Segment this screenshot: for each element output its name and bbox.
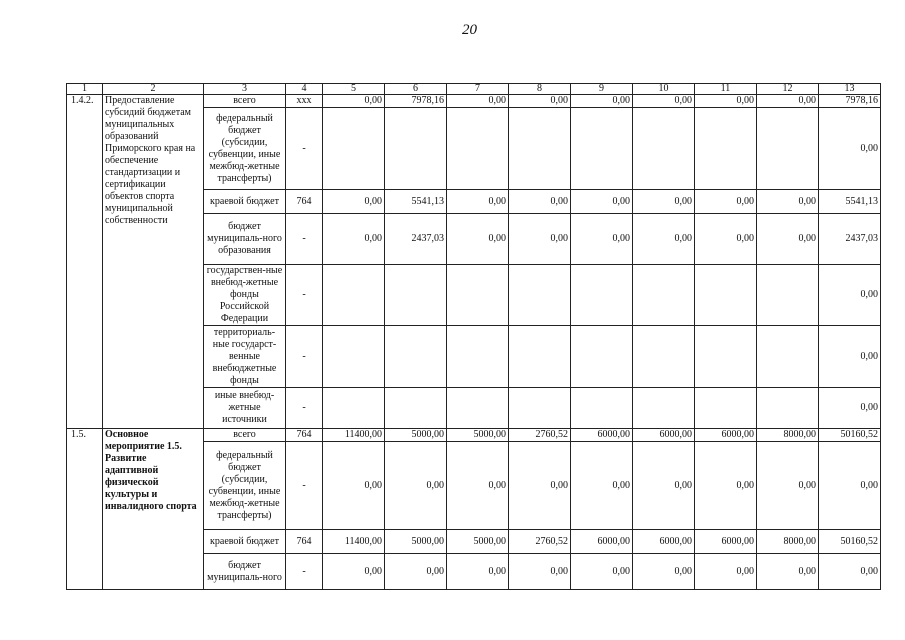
amount-cell: 0,00 [385, 442, 447, 530]
amount-cell [509, 265, 571, 326]
amount-cell: 0,00 [695, 95, 757, 108]
budget-code: 764 [286, 190, 323, 214]
amount-cell [447, 326, 509, 388]
column-header: 11 [695, 84, 757, 95]
amount-cell: 0,00 [757, 214, 819, 265]
amount-cell: 0,00 [447, 442, 509, 530]
amount-cell: 7978,16 [819, 95, 881, 108]
column-header: 10 [633, 84, 695, 95]
item-name: Основное мероприятие 1.5. Развитие адаптивной физической культуры и инвалидного спорта [103, 429, 204, 590]
amount-cell: 0,00 [509, 554, 571, 590]
amount-cell [447, 108, 509, 190]
amount-cell: 0,00 [571, 214, 633, 265]
amount-cell: 6000,00 [695, 429, 757, 442]
amount-cell [757, 388, 819, 429]
item-index: 1.4.2. [67, 95, 103, 429]
amount-cell: 8000,00 [757, 530, 819, 554]
budget-code: - [286, 214, 323, 265]
column-header: 3 [204, 84, 286, 95]
amount-cell: 0,00 [447, 554, 509, 590]
amount-cell: 0,00 [509, 190, 571, 214]
amount-cell: 0,00 [695, 214, 757, 265]
amount-cell [447, 388, 509, 429]
item-name: Предоставление субсидий бюджетам муниципальных образований Приморского края на обеспечение стандартизации и сертификации объектов спорта муниципальной собственности [103, 95, 204, 429]
amount-cell: 0,00 [571, 554, 633, 590]
funding-source: федеральный бюджет (субсидии, субвенции, иные межбюд-жетные трансферты) [204, 108, 286, 190]
amount-cell [695, 326, 757, 388]
amount-cell [571, 265, 633, 326]
amount-cell [509, 326, 571, 388]
funding-source: всего [204, 429, 286, 442]
amount-cell: 6000,00 [633, 530, 695, 554]
amount-cell [633, 388, 695, 429]
amount-cell: 8000,00 [757, 429, 819, 442]
budget-code: - [286, 388, 323, 429]
amount-cell: 0,00 [323, 214, 385, 265]
amount-cell: 0,00 [509, 442, 571, 530]
amount-cell: 0,00 [323, 554, 385, 590]
column-header: 2 [103, 84, 204, 95]
amount-cell: 0,00 [447, 190, 509, 214]
amount-cell: 0,00 [819, 442, 881, 530]
amount-cell [633, 326, 695, 388]
column-header: 6 [385, 84, 447, 95]
funding-source: федеральный бюджет (субсидии, субвенции, иные межбюд-жетные трансферты) [204, 442, 286, 530]
budget-code: 764 [286, 530, 323, 554]
amount-cell: 0,00 [447, 95, 509, 108]
funding-source: бюджет муниципаль-ного [204, 554, 286, 590]
amount-cell: 0,00 [633, 95, 695, 108]
amount-cell: 50160,52 [819, 530, 881, 554]
amount-cell [323, 265, 385, 326]
amount-cell: 0,00 [757, 554, 819, 590]
amount-cell [385, 326, 447, 388]
amount-cell [571, 326, 633, 388]
page-number: 20 [462, 22, 477, 38]
amount-cell: 0,00 [819, 326, 881, 388]
amount-cell: 0,00 [633, 214, 695, 265]
budget-code: xxx [286, 95, 323, 108]
amount-cell: 7978,16 [385, 95, 447, 108]
amount-cell [385, 108, 447, 190]
amount-cell: 5000,00 [385, 429, 447, 442]
amount-cell: 0,00 [323, 190, 385, 214]
amount-cell: 0,00 [323, 442, 385, 530]
amount-cell: 0,00 [819, 554, 881, 590]
amount-cell [633, 108, 695, 190]
amount-cell: 2437,03 [819, 214, 881, 265]
amount-cell [695, 388, 757, 429]
amount-cell: 0,00 [633, 442, 695, 530]
amount-cell: 0,00 [633, 554, 695, 590]
header-row [67, 84, 881, 95]
amount-cell [757, 326, 819, 388]
amount-cell [385, 388, 447, 429]
table-row [67, 429, 881, 442]
amount-cell [757, 108, 819, 190]
amount-cell: 0,00 [447, 214, 509, 265]
column-header: 8 [509, 84, 571, 95]
amount-cell: 0,00 [695, 554, 757, 590]
amount-cell: 0,00 [695, 190, 757, 214]
amount-cell: 0,00 [757, 190, 819, 214]
amount-cell: 0,00 [385, 554, 447, 590]
amount-cell: 2437,03 [385, 214, 447, 265]
amount-cell: 6000,00 [633, 429, 695, 442]
amount-cell [447, 265, 509, 326]
funding-source: территориаль-ные государст-венные внебюджетные фонды [204, 326, 286, 388]
budget-code: - [286, 554, 323, 590]
amount-cell: 0,00 [509, 214, 571, 265]
amount-cell: 6000,00 [695, 530, 757, 554]
funding-source: всего [204, 95, 286, 108]
amount-cell: 5541,13 [819, 190, 881, 214]
amount-cell: 2760,52 [509, 429, 571, 442]
amount-cell: 50160,52 [819, 429, 881, 442]
funding-source: краевой бюджет [204, 190, 286, 214]
amount-cell: 5000,00 [447, 429, 509, 442]
column-header: 4 [286, 84, 323, 95]
amount-cell: 11400,00 [323, 429, 385, 442]
table-row [67, 95, 881, 108]
amount-cell: 0,00 [695, 442, 757, 530]
budget-code: - [286, 265, 323, 326]
item-index: 1.5. [67, 429, 103, 590]
funding-source: краевой бюджет [204, 530, 286, 554]
budget-code: 764 [286, 429, 323, 442]
amount-cell: 0,00 [819, 265, 881, 326]
amount-cell: 0,00 [571, 442, 633, 530]
budget-table [66, 83, 881, 590]
amount-cell [633, 265, 695, 326]
amount-cell [509, 108, 571, 190]
amount-cell: 5541,13 [385, 190, 447, 214]
amount-cell: 0,00 [323, 95, 385, 108]
amount-cell [571, 388, 633, 429]
amount-cell: 5000,00 [447, 530, 509, 554]
budget-code: - [286, 442, 323, 530]
amount-cell [571, 108, 633, 190]
amount-cell [323, 326, 385, 388]
amount-cell: 5000,00 [385, 530, 447, 554]
column-header: 1 [67, 84, 103, 95]
amount-cell: 0,00 [819, 108, 881, 190]
amount-cell: 0,00 [633, 190, 695, 214]
amount-cell: 0,00 [571, 95, 633, 108]
funding-source: иные внебюд-жетные источники [204, 388, 286, 429]
amount-cell: 6000,00 [571, 429, 633, 442]
amount-cell [695, 265, 757, 326]
amount-cell: 0,00 [509, 95, 571, 108]
amount-cell: 0,00 [819, 388, 881, 429]
funding-source: государствен-ные внебюд-жетные фонды Российской Федерации [204, 265, 286, 326]
amount-cell: 6000,00 [571, 530, 633, 554]
amount-cell: 0,00 [757, 95, 819, 108]
column-header: 12 [757, 84, 819, 95]
amount-cell [385, 265, 447, 326]
column-header: 5 [323, 84, 385, 95]
amount-cell: 0,00 [571, 190, 633, 214]
column-header: 7 [447, 84, 509, 95]
amount-cell [757, 265, 819, 326]
budget-code: - [286, 108, 323, 190]
budget-code: - [286, 326, 323, 388]
amount-cell: 0,00 [757, 442, 819, 530]
amount-cell: 2760,52 [509, 530, 571, 554]
funding-source: бюджет муниципаль-ного образования [204, 214, 286, 265]
amount-cell: 11400,00 [323, 530, 385, 554]
amount-cell [323, 388, 385, 429]
amount-cell [323, 108, 385, 190]
amount-cell [509, 388, 571, 429]
column-header: 9 [571, 84, 633, 95]
column-header: 13 [819, 84, 881, 95]
amount-cell [695, 108, 757, 190]
